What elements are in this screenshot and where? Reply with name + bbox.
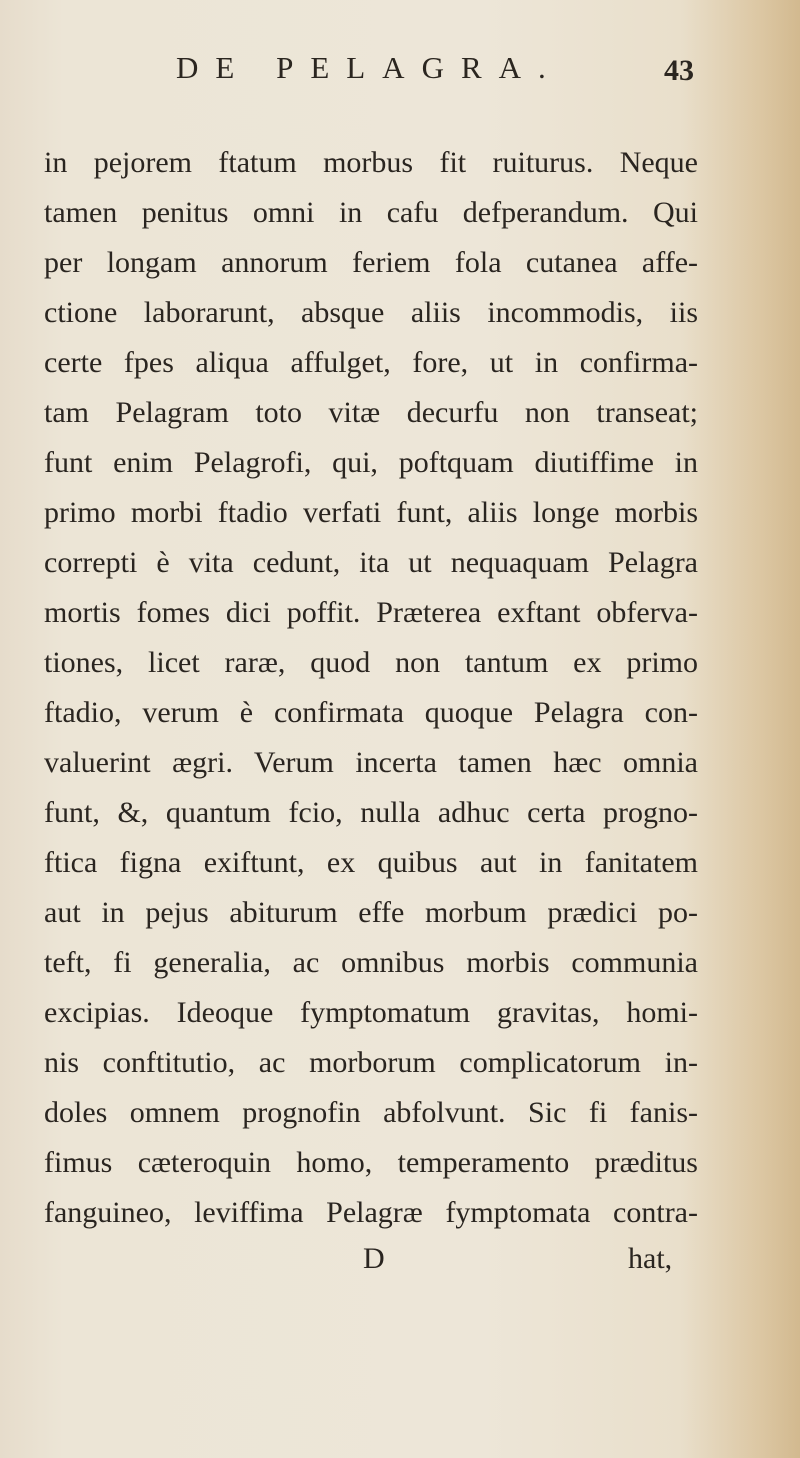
text-line: valuerint ægri. Verum incerta tamen hæc omnia xyxy=(44,746,698,779)
text-line: ftica figna exiftunt, ex quibus aut in fanitatem xyxy=(44,846,698,879)
body-text xyxy=(44,138,698,1238)
page-header xyxy=(0,50,800,100)
text-line: funt enim Pelagrofi, qui, poftquam diutiffime in xyxy=(44,446,698,479)
text-line: tamen penitus omni in cafu defperandum. Qui xyxy=(44,196,698,229)
signature-mark: D xyxy=(363,1242,385,1275)
text-line: nis conftitutio, ac morborum complicatorum in- xyxy=(44,1046,698,1079)
text-line: primo morbi ftadio verfati funt, aliis longe morbis xyxy=(44,496,698,529)
text-line: ctione laborarunt, absque aliis incommodis, iis xyxy=(44,296,698,329)
catchword: hat, xyxy=(628,1242,673,1275)
text-line: in pejorem ftatum morbus fit ruiturus. Neque xyxy=(44,146,698,179)
text-line: teft, fi generalia, ac omnibus morbis communia xyxy=(44,946,698,979)
text-line: tam Pelagram toto vitæ decurfu non transeat; xyxy=(44,396,698,429)
text-line: fimus cæteroquin homo, temperamento præditus xyxy=(44,1146,698,1179)
page-footer xyxy=(0,1242,800,1292)
text-line: ftadio, verum è confirmata quoque Pelagra con- xyxy=(44,696,698,729)
text-line: per longam annorum feriem fola cutanea affe- xyxy=(44,246,698,279)
text-line: aut in pejus abiturum effe morbum prædici po- xyxy=(44,896,698,929)
text-line: fanguineo, leviffima Pelagræ fymptomata contra- xyxy=(44,1196,698,1229)
text-line: mortis fomes dici poffit. Præterea exftant obferva- xyxy=(44,596,698,629)
text-line: doles omnem prognofin abfolvunt. Sic fi fanis- xyxy=(44,1096,698,1129)
text-line: certe fpes aliqua affulget, fore, ut in confirma- xyxy=(44,346,698,379)
text-line: excipias. Ideoque fymptomatum gravitas, homi- xyxy=(44,996,698,1029)
text-line: tiones, licet raræ, quod non tantum ex primo xyxy=(44,646,698,679)
running-title: DE PELAGRA. xyxy=(176,50,563,85)
text-line: funt, &, quantum fcio, nulla adhuc certa progno- xyxy=(44,796,698,829)
text-line: correpti è vita cedunt, ita ut nequaquam Pelagra xyxy=(44,546,698,579)
page-number: 43 xyxy=(664,54,694,87)
